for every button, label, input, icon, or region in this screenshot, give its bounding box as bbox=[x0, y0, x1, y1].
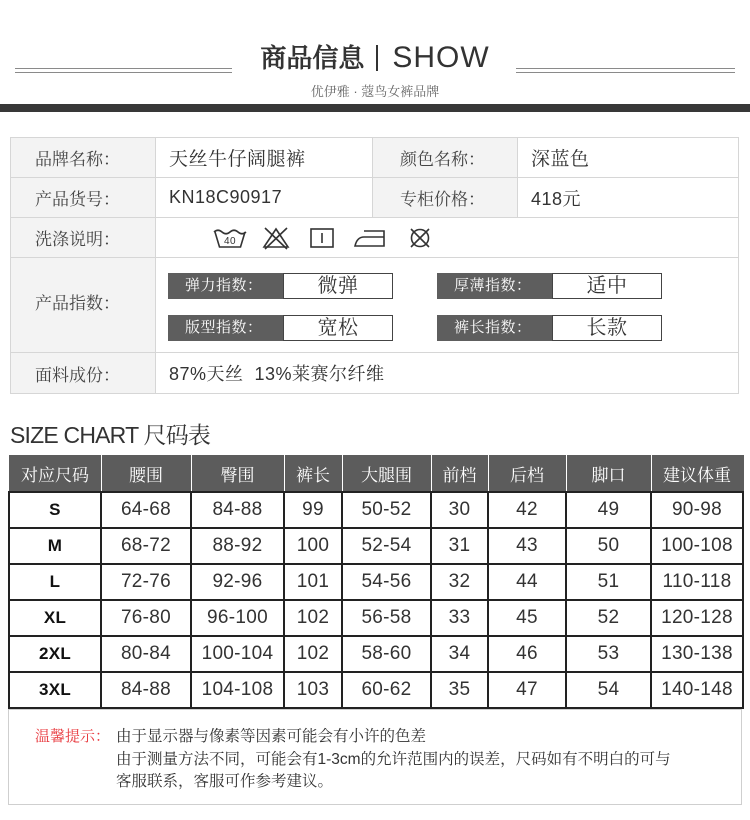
size-chart-table bbox=[8, 455, 744, 709]
waist-cell: 64-68 bbox=[101, 492, 191, 528]
header-size: 对应尺码 bbox=[9, 455, 101, 492]
thigh-cell: 56-58 bbox=[342, 600, 431, 636]
notice-line: 由于测量方法不同，可能会有1-3cm的允许范围内的误差，尺码如有不明白的可与 bbox=[116, 750, 671, 768]
sku-label: 产品货号： bbox=[11, 178, 156, 218]
waist-cell: 72-76 bbox=[101, 564, 191, 600]
size-cell: M bbox=[9, 528, 101, 564]
back-rise-cell: 42 bbox=[488, 492, 566, 528]
no-bleach-icon bbox=[261, 226, 291, 250]
hem-cell: 52 bbox=[566, 600, 651, 636]
length-cell: 99 bbox=[284, 492, 342, 528]
size-row-m bbox=[9, 528, 743, 564]
header-divider-bar bbox=[0, 104, 750, 112]
header-weight: 建议体重 bbox=[651, 455, 743, 492]
title-english: SHOW bbox=[392, 41, 490, 74]
back-rise-cell: 47 bbox=[488, 672, 566, 708]
hem-cell: 51 bbox=[566, 564, 651, 600]
hem-cell: 49 bbox=[566, 492, 651, 528]
back-rise-cell: 43 bbox=[488, 528, 566, 564]
header-thigh: 大腿围 bbox=[342, 455, 431, 492]
weight-cell: 90-98 bbox=[651, 492, 743, 528]
product-info-table bbox=[10, 137, 739, 394]
front-rise-cell: 34 bbox=[431, 636, 488, 672]
drip-dry-icon bbox=[310, 228, 334, 248]
care-label: 洗涤说明： bbox=[11, 218, 156, 258]
header-waist: 腰围 bbox=[101, 455, 191, 492]
weight-cell: 120-128 bbox=[651, 600, 743, 636]
thickness-tag: 厚薄指数： bbox=[437, 273, 552, 299]
index-cell bbox=[156, 258, 739, 353]
length-value: 长款 bbox=[552, 315, 662, 341]
fabric-label: 面料成份： bbox=[11, 353, 156, 394]
length-cell: 101 bbox=[284, 564, 342, 600]
thigh-cell: 58-60 bbox=[342, 636, 431, 672]
weight-cell: 100-108 bbox=[651, 528, 743, 564]
thigh-cell: 50-52 bbox=[342, 492, 431, 528]
length-tag: 裤长指数： bbox=[437, 315, 552, 341]
front-rise-cell: 32 bbox=[431, 564, 488, 600]
info-row-fabric bbox=[11, 353, 739, 394]
care-icons-cell bbox=[156, 218, 739, 258]
info-row-brand bbox=[11, 138, 739, 178]
brand-subtitle: 优伊雅 · 蔻鸟女裤品牌 bbox=[310, 84, 440, 99]
fabric-cell bbox=[156, 353, 739, 394]
front-rise-cell: 33 bbox=[431, 600, 488, 636]
size-cell: S bbox=[9, 492, 101, 528]
iron-icon bbox=[353, 228, 387, 248]
color-name-label: 颜色名称： bbox=[373, 138, 518, 178]
hem-cell: 50 bbox=[566, 528, 651, 564]
elasticity-value: 微弹 bbox=[283, 273, 393, 299]
hip-cell: 92-96 bbox=[191, 564, 284, 600]
iron-body bbox=[355, 231, 384, 246]
back-rise-cell: 46 bbox=[488, 636, 566, 672]
bleach-cross bbox=[265, 228, 287, 249]
weight-cell: 140-148 bbox=[651, 672, 743, 708]
length-cell: 100 bbox=[284, 528, 342, 564]
size-row-3xl bbox=[9, 672, 743, 708]
size-cell: L bbox=[9, 564, 101, 600]
back-rise-cell: 44 bbox=[488, 564, 566, 600]
size-chart-title: SIZE CHART 尺码表 bbox=[10, 422, 211, 448]
price-value: 418元 bbox=[518, 178, 739, 218]
waist-cell: 80-84 bbox=[101, 636, 191, 672]
back-rise-cell: 45 bbox=[488, 600, 566, 636]
header-length: 裤长 bbox=[284, 455, 342, 492]
title-divider bbox=[376, 45, 378, 71]
thickness-value: 适中 bbox=[552, 273, 662, 299]
notice-label: 温馨提示： bbox=[35, 728, 111, 745]
hip-cell: 88-92 bbox=[191, 528, 284, 564]
front-rise-cell: 31 bbox=[431, 528, 488, 564]
header-front-rise: 前档 bbox=[431, 455, 488, 492]
front-rise-cell: 30 bbox=[431, 492, 488, 528]
hip-cell: 100-104 bbox=[191, 636, 284, 672]
brand-name-value: 天丝牛仔阔腿裤 bbox=[156, 138, 373, 178]
waist-cell: 68-72 bbox=[101, 528, 191, 564]
wash-tub-wave bbox=[214, 230, 246, 234]
weight-cell: 110-118 bbox=[651, 564, 743, 600]
hip-cell: 104-108 bbox=[191, 672, 284, 708]
thigh-cell: 52-54 bbox=[342, 528, 431, 564]
size-header-row bbox=[9, 455, 743, 492]
size-row-s bbox=[9, 492, 743, 528]
waist-cell: 76-80 bbox=[101, 600, 191, 636]
size-cell: XL bbox=[9, 600, 101, 636]
size-row-xl bbox=[9, 600, 743, 636]
size-cell: 2XL bbox=[9, 636, 101, 672]
waist-cell: 84-88 bbox=[101, 672, 191, 708]
front-rise-cell: 35 bbox=[431, 672, 488, 708]
info-row-sku bbox=[11, 178, 739, 218]
sku-value: KN18C90917 bbox=[156, 178, 373, 218]
notice-box bbox=[8, 709, 742, 805]
wash-temp-text: 40 bbox=[223, 235, 237, 247]
no-dry-clean-icon bbox=[408, 226, 432, 250]
title-chinese: 商品信息 bbox=[260, 43, 365, 73]
info-row-index bbox=[11, 258, 739, 353]
size-row-2xl bbox=[9, 636, 743, 672]
hip-cell: 84-88 bbox=[191, 492, 284, 528]
size-row-l bbox=[9, 564, 743, 600]
care-icons bbox=[169, 219, 738, 257]
fit-value: 宽松 bbox=[283, 315, 393, 341]
index-grid bbox=[156, 259, 738, 352]
elasticity-tag: 弹力指数： bbox=[168, 273, 283, 299]
brand-name-label: 品牌名称： bbox=[11, 138, 156, 178]
info-row-care bbox=[11, 218, 739, 258]
length-cell: 103 bbox=[284, 672, 342, 708]
wash-40-icon bbox=[213, 227, 247, 249]
thigh-cell: 54-56 bbox=[342, 564, 431, 600]
header-back-rise: 后档 bbox=[488, 455, 566, 492]
thigh-cell: 60-62 bbox=[342, 672, 431, 708]
length-cell: 102 bbox=[284, 636, 342, 672]
hem-cell: 53 bbox=[566, 636, 651, 672]
price-label: 专柜价格： bbox=[373, 178, 518, 218]
hem-cell: 54 bbox=[566, 672, 651, 708]
header-hip: 臀围 bbox=[191, 455, 284, 492]
index-label: 产品指数： bbox=[11, 258, 156, 353]
fabric-value: 87%天丝 13%莱赛尔纤维 bbox=[169, 364, 385, 384]
notice-line: 由于显示器与像素等因素可能会有小许的色差 bbox=[116, 728, 427, 745]
size-cell: 3XL bbox=[9, 672, 101, 708]
color-name-value: 深蓝色 bbox=[518, 138, 739, 178]
notice-line: 客服联系，客服可作参考建议。 bbox=[116, 773, 334, 790]
fit-tag: 版型指数： bbox=[168, 315, 283, 341]
notice-text bbox=[116, 726, 671, 794]
dry-clean-cross bbox=[411, 229, 429, 247]
page-title bbox=[0, 38, 750, 78]
hip-cell: 96-100 bbox=[191, 600, 284, 636]
length-cell: 102 bbox=[284, 600, 342, 636]
header-hem: 脚口 bbox=[566, 455, 651, 492]
weight-cell: 130-138 bbox=[651, 636, 743, 672]
